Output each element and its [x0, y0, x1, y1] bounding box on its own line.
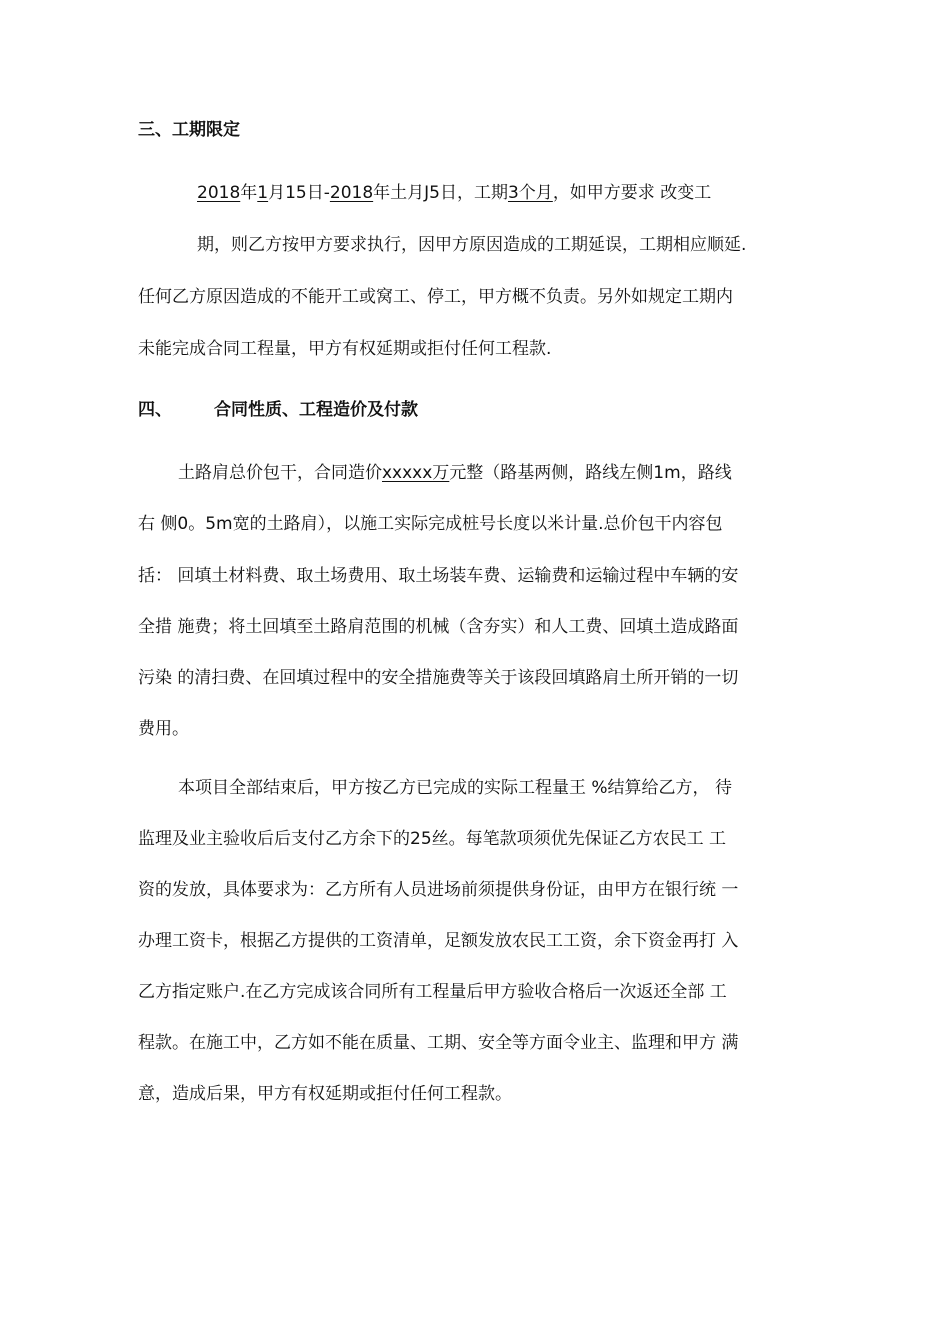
text-fragment: 土路肩总价包干，合同造价: [178, 463, 382, 483]
end-year: 2018: [329, 183, 374, 203]
para-2-line-7: 意，造成后果，甲方有权延期或拒付任何工程款。: [138, 1084, 512, 1104]
text-fragment: 年土月J5日，工期: [373, 183, 508, 203]
para-1-line-6: 费用。: [138, 719, 189, 739]
para-2-line-4: 办理工资卡，根据乙方提供的工资清单，足额发放农民工工资，余下资金再打 入: [138, 931, 739, 951]
start-month: 1: [257, 183, 269, 203]
para-2-line-5: 乙方指定账户.在乙方完成该合同所有工程量后甲方验收合格后一次返还全部 工: [138, 982, 727, 1002]
section-4-heading-number: 四、: [138, 400, 172, 420]
text-fragment: 元整（路基两侧，路线左侧1m，路线: [449, 463, 732, 483]
para-1-line-3: 括： 回填土材料费、取土场费用、取土场装车费、运输费和运输过程中车辆的安: [138, 566, 739, 586]
para-2-line-3: 资的发放，具体要求为：乙方所有人员进场前须提供身份证，由甲方在银行统 一: [138, 880, 739, 900]
para-1-line-5: 污染 的清扫费、在回填过程中的安全措施费等关于该段回填路肩土所开销的一切: [138, 668, 739, 688]
section-3-line-2: 期，则乙方按甲方要求执行，因甲方原因造成的工期延误，工期相应顺延.: [197, 235, 747, 255]
start-year: 2018: [197, 183, 241, 203]
para-2-line-6: 程款。在施工中，乙方如不能在质量、工期、安全等方面令业主、监理和甲方 满: [138, 1033, 739, 1053]
para-2-line-1: 本项目全部结束后，甲方按乙方已完成的实际工程量王 %结算给乙方， 待: [178, 778, 732, 798]
para-1-line-1: [178, 460, 822, 486]
section-3-heading: 三、工期限定: [138, 120, 240, 140]
duration: 3个月: [507, 183, 553, 203]
section-3-line-4: 未能完成合同工程量，甲方有权延期或拒付任何工程款.: [138, 339, 552, 359]
text-fragment: 月15日-: [268, 183, 330, 203]
section-3-line-1: [197, 180, 823, 206]
text-fragment: 年: [240, 183, 258, 203]
para-1-line-2: 右 侧0。5m宽的土路肩），以施工实际完成桩号长度以米计量.总价包干内容包: [138, 514, 723, 534]
para-1-line-4: 全措 施费；将土回填至土路肩范围的机械（含夯实）和人工费、回填土造成路面: [138, 617, 739, 637]
section-4-heading-text: 合同性质、工程造价及付款: [214, 400, 418, 420]
contract-price: xxxxx万: [382, 463, 450, 483]
section-3-line-3: 任何乙方原因造成的不能开工或窝工、停工，甲方概不负责。另外如规定工期内: [138, 287, 733, 307]
text-fragment: ，如甲方要求 改变工: [552, 183, 712, 203]
para-2-line-2: 监理及业主验收后后支付乙方余下的25丝。每笔款项须优先保证乙方农民工 工: [138, 829, 727, 849]
